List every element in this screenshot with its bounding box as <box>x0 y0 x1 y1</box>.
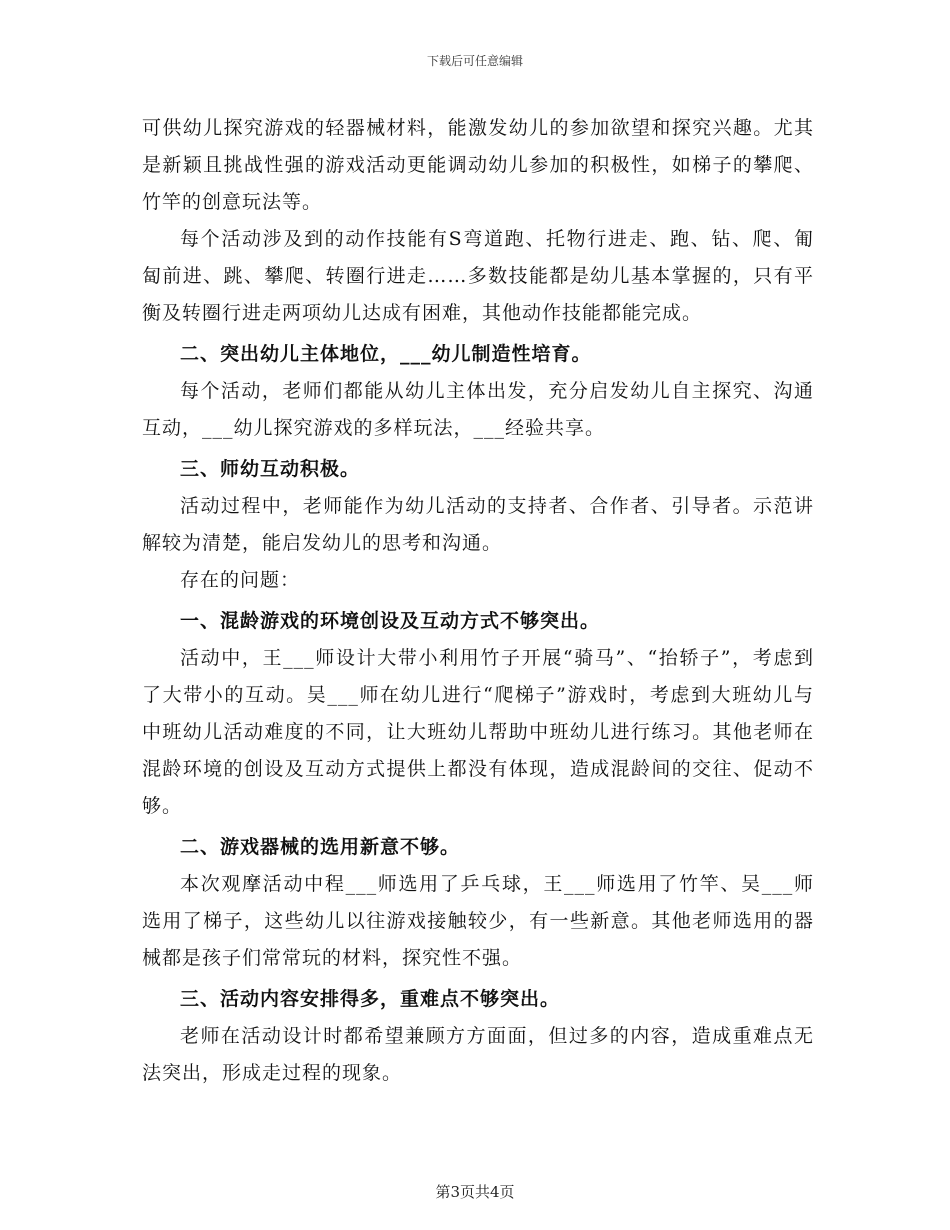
paragraph-equipment-novelty: 本次观摩活动中程___师选用了乒乓球，王___师选用了竹竿、吴___师选用了梯子，这些幼儿以往游戏接触较少，有一些新意。其他老师选用的器械都是孩子们常常玩的材料，探究性不强。 <box>142 873 814 969</box>
page-footer: 第3页共4页 <box>435 1183 515 1201</box>
page-header: 下载后可任意编辑 <box>426 54 523 68</box>
heading-child-subject: 二、突出幼儿主体地位，___幼儿制造性培育。 <box>180 343 592 365</box>
heading-activity-content: 三、活动内容安排得多，重难点不够突出。 <box>180 988 561 1010</box>
paragraph-motor-skills: 每个活动涉及到的动作技能有S弯道跑、托物行进走、跑、钻、爬、匍匐前进、跳、攀爬、转圈行进走……多数技能都是幼儿基本掌握的，只有平衡及转圈行进走两项幼儿达成有困难，其他动作技能都能完成。 <box>142 228 814 324</box>
paragraph-activity-content: 老师在活动设计时都希望兼顾方方面面，但过多的内容，造成重难点无法突出，形成走过程的现象。 <box>142 1025 814 1084</box>
paragraph-mixed-age-environment: 活动中，王___师设计大带小利用竹子开展“骑马”、“抬轿子”，考虑到了大带小的互动。吴___师在幼儿进行“爬梯子”游戏时，考虑到大班幼儿与中班幼儿活动难度的不同，让大班幼儿帮助中班幼儿进行练习。其他老师在混龄环境的创设及互动方式提供上都没有体现，造成混龄间的交往、促动不够。 <box>142 647 814 817</box>
paragraph-teacher-child-interaction: 活动过程中，老师能作为幼儿活动的支持者、合作者、引导者。示范讲解较为清楚，能启发幼儿的思考和沟通。 <box>142 495 814 554</box>
heading-teacher-child-interaction: 三、师幼互动积极。 <box>180 458 361 480</box>
heading-mixed-age-environment: 一、混龄游戏的环境创设及互动方式不够突出。 <box>180 610 601 632</box>
heading-equipment-novelty: 二、游戏器械的选用新意不够。 <box>180 836 461 858</box>
paragraph-equipment-materials: 可供幼儿探究游戏的轻器械材料，能激发幼儿的参加欲望和探究兴趣。尤其是新颖且挑战性强的游戏活动更能调动幼儿参加的积极性，如梯子的攀爬、竹竿的创意玩法等。 <box>142 117 814 213</box>
paragraph-child-subject: 每个活动，老师们都能从幼儿主体出发，充分启发幼儿自主探究、沟通互动，___幼儿探究游戏的多样玩法，___经验共享。 <box>142 380 814 439</box>
document-body <box>142 110 814 1092</box>
paragraph-existing-problems: 存在的问题： <box>180 569 301 591</box>
